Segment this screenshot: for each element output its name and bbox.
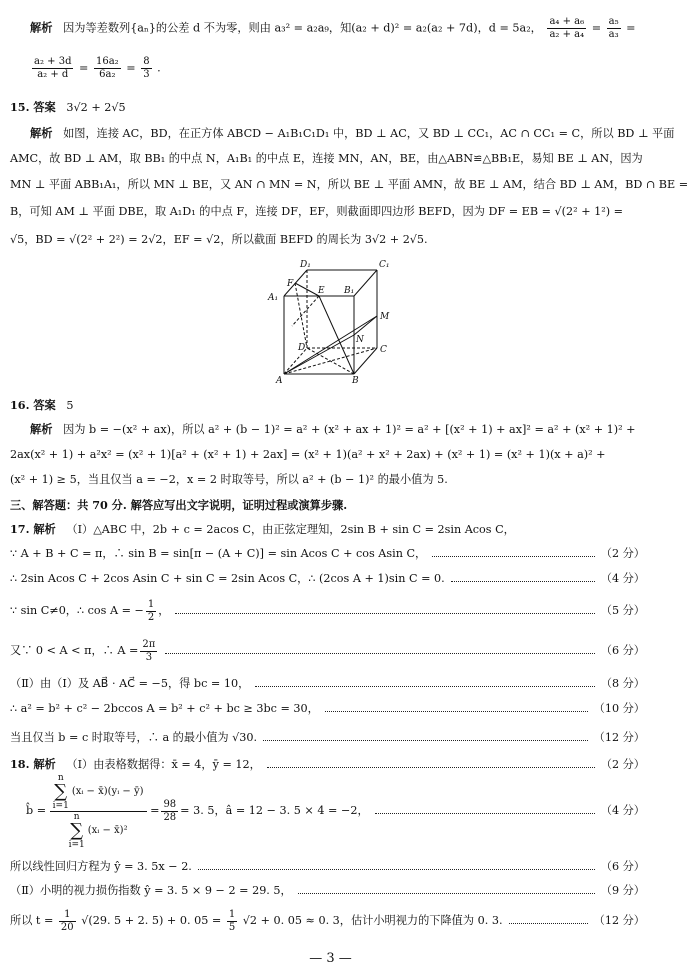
p17-line-7: ∴ a² = b² + c² − 2bccos A = b² + c² + bc ≥ 3bc = 30， （10 分） [10, 702, 645, 715]
p18-line-2: b̂ = n ∑ i=1 (xᵢ − x̄)(yᵢ − ȳ) n ∑ i=1 (xᵢ − x̄)² = $\frac{98}{28}$ = 3. 5，â = 12 − 3. 5 × 4 = −2， （4 分） [26, 772, 645, 850]
p18-line-5: 所以 t = $\frac{1}{20}$ √(29. 5 + 2. 5) + 0. 05 = $\frac{1}{5}$ √2 + 0. 05 ≈ 0. 3，估计小明视力的下降值为 0. 3. （12 分） [10, 906, 645, 936]
label-b: B [352, 376, 359, 386]
p18-line-1: 18. 解析 （Ⅰ）由表格数据得：x̄ = 4，ȳ = 12， （2 分） [10, 757, 645, 771]
p14-frac-5: $\frac{8}{3}$ [143, 56, 150, 80]
label-c: C [380, 345, 387, 355]
label-f: F [287, 279, 294, 289]
edge-b1-c1 [354, 270, 377, 296]
score: （12 分） [593, 731, 645, 744]
p17-line-6: （Ⅱ）由（Ⅰ）及 AB⃗ · AC⃗ = −5，得 bc = 10， （8 分） [10, 677, 645, 690]
score: （9 分） [600, 884, 645, 897]
edge-b-c [354, 348, 377, 374]
score: （12 分） [593, 914, 645, 927]
label-b1: B₁ [344, 286, 355, 296]
score: （2 分） [600, 547, 645, 560]
p15-answer-line: 15. 答案 3√2 + 2√5 [10, 100, 126, 114]
label-m: M [380, 312, 390, 322]
p17-line-5: 又∵ 0 < A < π，∴ A = $\frac{2\pi}{3}$ （6 分） [10, 636, 645, 666]
p17-line-3: ∴ 2sin Acos C + 2cos Asin C + sin C = 2sin Acos C，∴ (2cos A + 1)sin C = 0. （4 分） [10, 572, 645, 585]
p14-frac-2: $\frac{\text{a₅}}{\text{a₃}}$ [608, 16, 619, 40]
line-b-d [307, 348, 354, 374]
p17-line-4: ∵ sin C≠0，∴ cos A = − $\frac{1}{2}$ ， （5 分） [10, 596, 645, 626]
p16-line-1: 解析 因为 b = −(x² + ax)，所以 a² + (b − 1)² = a² + (x² + ax + 1)² = a² + [(x² + 1) + ax]² = a² + (x² + 1)² + [30, 422, 636, 436]
label-a1: A₁ [268, 293, 279, 303]
regression-fraction: n ∑ i=1 (xᵢ − x̄)(yᵢ − ȳ) n ∑ i=1 (xᵢ − x̄)² [50, 773, 147, 850]
page-number: — 3 — [309, 951, 352, 966]
cube-figure [262, 256, 402, 386]
label-c1: C₁ [379, 260, 390, 270]
score: （10 分） [593, 702, 645, 715]
p15-line-2: AMC，故 BD ⊥ AM，取 BB₁ 的中点 N，A₁B₁ 的中点 E，连接 MN，AN，BE，由△ABN≌△BB₁E，易知 BE ⊥ AN，因为 [10, 152, 643, 165]
p14-line-1: 解析 因为等差数列{aₙ}的公差 d 不为零，则由 a₃² = a₂a₉，知(a₂ + d)² = a₂(a₂ + 7d)，d = 5a₂， $\frac{\text{a₄ + a₆}}{\text{a₂ + a₄}}$ = $\frac{\text{a₅}}{\text{a₃}}$ = [30, 16, 636, 40]
p18-line-4: （Ⅱ）小明的视力损伤指数 ŷ = 3. 5 × 9 − 2 = 29. 5， （9 分） [10, 884, 645, 897]
score: （8 分） [600, 677, 645, 690]
p17-line-8: 当且仅当 b = c 时取等号，∴ a 的最小值为 √30. （12 分） [10, 731, 645, 744]
section-3-title: 三、解答题：共 70 分. 解答应写出文字说明，证明过程或演算步骤. [10, 498, 348, 512]
line-f-e [295, 283, 319, 296]
p16-line-3: (x² + 1) ≥ 5，当且仅当 a = −2，x = 2 时取等号，所以 a² + (b − 1)² 的最小值为 5. [10, 473, 448, 486]
score: （4 分） [600, 804, 645, 817]
p15-line-1: 解析 如图，连接 AC，BD，在正方体 ABCD − A₁B₁C₁D₁ 中，BD ⊥ AC，又 BD ⊥ CC₁，AC ∩ CC₁ = C，所以 BD ⊥ 平面 [30, 126, 675, 140]
label-e: E [318, 286, 325, 296]
p14-frac-3: $\frac{\text{a₂ + 3d}}{\text{a₂ + d}}$ [34, 56, 72, 80]
score: （6 分） [600, 860, 645, 873]
line-n-m [354, 316, 377, 335]
score: （6 分） [600, 644, 645, 657]
score: （2 分） [600, 757, 645, 771]
p18-line-3: 所以线性回归方程为 ŷ = 3. 5x − 2. （6 分） [10, 860, 645, 873]
p15-line-4: B，可知 AM ⊥ 平面 DBE，取 A₁D₁ 的中点 F，连接 DF，EF，则截面即四边形 BEFD，因为 DF = EB = √(2² + 1²) = [10, 205, 624, 218]
p17-line-2: ∵ A + B + C = π，∴ sin B = sin[π − (A + C)] = sin Acos C + cos Asin C， （2 分） [10, 547, 645, 560]
p15-line-3: MN ⊥ 平面 ABB₁A₁，所以 MN ⊥ BE，又 AN ∩ MN = N，所以 BE ⊥ 平面 AMN，故 BE ⊥ AM，结合 BD ⊥ AM，BD ∩ BE = [10, 178, 688, 191]
label-d: D [298, 343, 306, 353]
label-d1: D₁ [300, 260, 311, 270]
p15-line-5: √5，BD = √(2² + 2²) = 2√2，EF = √2，所以截面 BEFD 的周长为 3√2 + 2√5. [10, 233, 428, 246]
p14-line-2: $\frac{\text{a₂ + 3d}}{\text{a₂ + d}}$ = $\frac{\text{16a₂}}{\text{6a₂}}$ = $\frac{8}{3}$ . [34, 56, 161, 80]
p16-line-2: 2ax(x² + 1) + a²x² = (x² + 1)[a² + (x² + 1) + 2ax] = (x² + 1)(a² + x² + 2ax) + (x² + 1) = (x² + 1)(x + a)² + [10, 448, 606, 461]
p14-frac-1: $\frac{\text{a₄ + a₆}}{\text{a₂ + a₄}}$ [549, 16, 585, 40]
p16-answer-line: 16. 答案 5 [10, 398, 74, 412]
p17-line-1: 17. 解析 （Ⅰ）△ABC 中，2b + c = 2acos C，由正弦定理知，2sin B + sin C = 2sin Acos C， [10, 522, 515, 536]
p14-frac-4: $\frac{\text{16a₂}}{\text{6a₂}}$ [95, 56, 119, 80]
line-e-a [292, 296, 319, 326]
label-a: A [276, 376, 283, 386]
label-n: N [356, 335, 364, 345]
score: （4 分） [600, 572, 645, 585]
score: （5 分） [600, 604, 645, 617]
